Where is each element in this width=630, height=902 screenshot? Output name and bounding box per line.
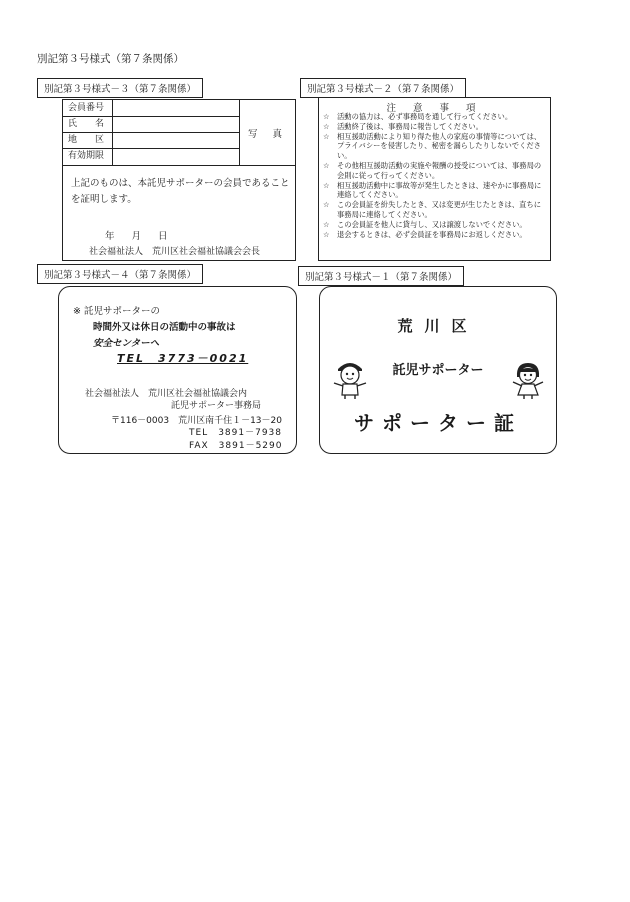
- district-label: 地 区: [63, 132, 113, 148]
- star-icon: ☆: [323, 229, 330, 239]
- office-name: 託児サポーター事務局: [171, 401, 262, 411]
- notice-heading: 注 意 事 項: [386, 103, 483, 114]
- list-item: ☆ 退会するときは、必ず会員証を事務局にお返しください。: [323, 229, 527, 239]
- form2-label: 別記第３号様式－２（第７条関係）: [300, 78, 466, 98]
- star-icon: ☆: [323, 131, 330, 141]
- emergency-card-form4: [58, 286, 297, 454]
- certification-line: 上記のものは、本託児サポーターの会員であること: [71, 178, 290, 189]
- list-item: ☆ その他相互援助活動の実施や報酬の授受については、事務局の会則に従って行ってください。: [323, 160, 542, 180]
- photo-box: 写 真: [239, 100, 296, 165]
- star-icon: ☆: [323, 160, 330, 170]
- table-row: [63, 116, 239, 133]
- table-row: [63, 148, 239, 165]
- membership-card-form3: [62, 99, 296, 261]
- list-item: ☆ 相互援助活動中に事故等が発生したときは、速やかに事務局に連絡してください。: [323, 180, 542, 200]
- organization-name: 社会福祉法人 荒川区社会福祉協議会内: [85, 389, 248, 399]
- table-row: [63, 100, 239, 117]
- note-text: ※ 託児サポーターの: [73, 306, 160, 317]
- certification-text: [71, 176, 291, 208]
- notice-card-form2: [318, 97, 551, 261]
- member-number-label: 会員番号: [63, 100, 113, 116]
- form4-label: 別記第３号様式－４（第７条関係）: [37, 264, 203, 284]
- office-tel: TEL 3891－7938: [189, 428, 283, 438]
- card-subtitle: 託児サポーター: [392, 363, 484, 378]
- star-icon: ☆: [323, 121, 330, 131]
- issuer-signature: 社会福祉法人 荒川区社会福祉協議会会長: [89, 247, 261, 257]
- star-icon: ☆: [323, 180, 330, 190]
- ward-name: 荒川区: [397, 317, 479, 335]
- expiry-label: 有効期限: [63, 148, 113, 165]
- list-item: ☆ 相互援助活動により知り得た他人の家庭の事情等については、プライバシーを侵害したり、秘密を漏らしたりしないでください。: [323, 131, 542, 161]
- accident-notice: 時間外又は休日の活動中の事故は: [93, 322, 236, 333]
- list-item: ☆ この会員証を他人に貸与し、又は譲渡しないでください。: [323, 219, 527, 229]
- form1-label: 別記第３号様式－１（第７条関係）: [298, 266, 464, 286]
- name-label: 氏 名: [63, 116, 113, 132]
- safety-center: 安全センターへ: [93, 338, 160, 349]
- document-title: 別記第３号様式（第７条関係）: [37, 53, 184, 65]
- issue-date: 年 月 日: [105, 231, 168, 242]
- star-icon: ☆: [323, 219, 330, 229]
- star-icon: ☆: [323, 112, 330, 121]
- office-address: 〒116－0003 荒川区南千住１－13－20: [111, 416, 282, 426]
- safety-center-tel: TEL 3773－0021: [117, 352, 249, 365]
- notice-list: [323, 112, 547, 239]
- table-row: [63, 132, 239, 149]
- certification-line: を証明します。: [71, 194, 137, 205]
- list-item: ☆ 活動終了後は、事務局に報告してください。: [323, 121, 483, 131]
- supporter-card-form1: [319, 286, 557, 454]
- certificate-title: サポーター証: [354, 411, 522, 435]
- member-info-table: [63, 100, 295, 166]
- form3-label: 別記第３号様式－３（第７条関係）: [37, 78, 203, 98]
- girl-mascot-icon: [508, 355, 548, 399]
- list-item: ☆ 活動の協力は、必ず事務局を通して行ってください。: [323, 112, 513, 121]
- star-icon: ☆: [323, 200, 330, 210]
- office-fax: FAX 3891－5290: [189, 441, 283, 451]
- boy-mascot-icon: [330, 355, 370, 399]
- list-item: ☆ この会員証を紛失したとき、又は変更が生じたときは、直ちに事務局に連絡してください。: [323, 200, 542, 219]
